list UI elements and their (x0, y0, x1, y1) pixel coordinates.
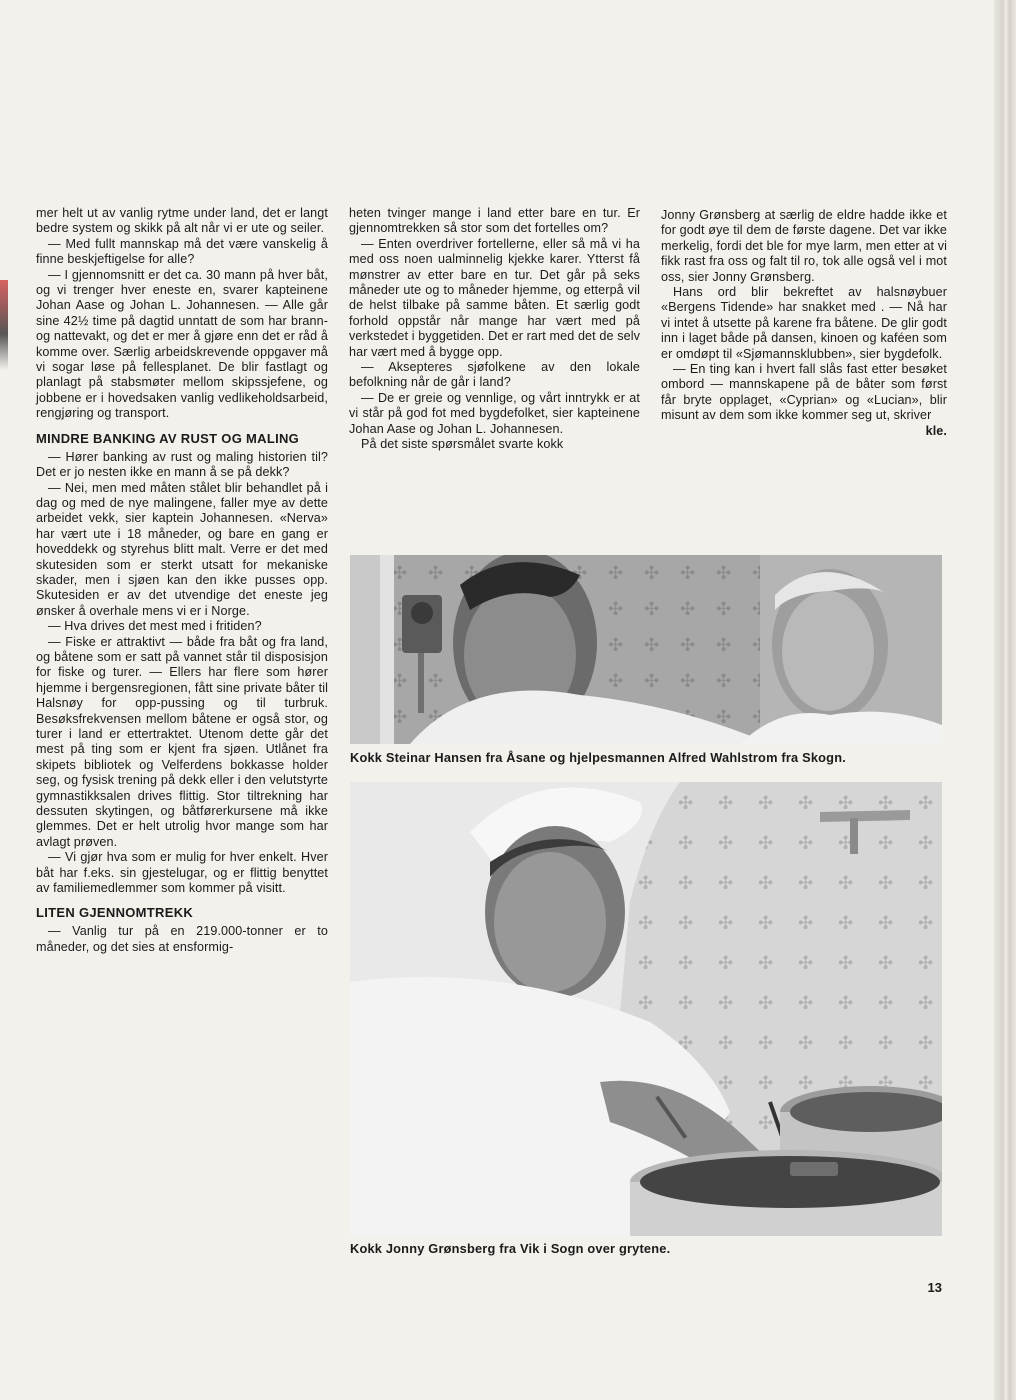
paragraph: — Aksepteres sjøfolkene av den lokale befolkning når de går i land? (349, 360, 640, 390)
author-signature: kle. (925, 423, 947, 438)
paragraph: — Hører banking av rust og maling historien til? Det er jo nesten ikke en mann å se på dekk? (36, 449, 328, 480)
paragraph (661, 362, 947, 438)
paragraph: — Vanlig tur på en 219.000-tonner er to måneder, og det sies at ensformig- (36, 924, 328, 954)
paragraph: heten tvinger mange i land etter bare en tur. Er gjennomtrekken så stor som det fortelles om? (349, 206, 640, 236)
section-heading: LITEN GJENNOMTREKK (36, 905, 194, 921)
paragraph: — Vi gjør hva som er mulig for hver enkelt. Hver båt har f.eks. sin gjestelugar, og er flittig benyttet av familiemedlemmer som kommer på visitt. (36, 850, 328, 896)
paragraph: — Med fullt mannskap må det være vanskelig å finne beskjeftigelse for alle? (36, 236, 328, 267)
paragraph: Jonny Grønsberg at særlig de eldre hadde ikke et for godt øye til dem de første dagene. Det var ikke merkelig, fordi det ble for mye larm, men etter at vi fikk rast fra oss og falt til ro, tok alle også vel i mot oss, sier Jonny Grønsberg. (661, 208, 947, 284)
photo-cook-over-pots-image (350, 782, 942, 1236)
paragraph: På det siste spørsmålet svarte kokk (361, 437, 564, 452)
photo-cook-over-pots (350, 782, 942, 1236)
paragraph: — Nei, men med måten stålet blir behandlet på i dag og med de nye malingene, faller mye av dette arbeidet vekk, sier kaptein Johannesen. «Nerva» har vært ute i 18 måneder, og bare en gang er hoveddekk og styrehus blitt malt. Verre er det med skutesiden som er sterkt utsatt for mekaniske skader, men i sjøen kan den ikke pusses opp. Skutesiden er av det utvendige det eneste jeg ønsker å overhale mens vi er i Norge. (36, 480, 328, 618)
article-column-3 (661, 208, 947, 439)
paragraph: — I gjennomsnitt er det ca. 30 mann på hver båt, og vi trenger hver eneste en, svarer kapteinene Johan Aase og Johan L. Johannesen. — Alle går sine 42½ time på dagtid unntatt de som har brann- og nattevakt, og det er mer å gjøre enn det er råd å komme over. Særlig arbeidskrevende oppgaver må vi sogar løse på fellesplanet. De blir fastlagt og planlagt på stabsmøter mellom skipssjefene, og jobbene er i hovedsaken vanlig vedlikeholdsarbeid, rengjøring og transport. (36, 267, 328, 421)
section-heading: MINDRE BANKING AV RUST OG MALING (36, 430, 300, 446)
paragraph: — Enten overdriver fortellerne, eller så må vi ha med oss noen ualminnelig kjekke karer. Ytterst få mønstrer av etter bare en tur. Det går på seks måneder ute og to måneder hjemme, og etterpå vil de helst tilbake på samme båten. Et særlig godt forhold oppstår når mange har vært med på verkstedet i byggetiden. Det er rart med det de selv har vært med å bygge opp. (349, 236, 640, 359)
paragraph: mer helt ut av vanlig rytme under land, det er langt bedre system og skikk på alt når vi er ute og seiler. (36, 206, 328, 236)
photo-caption: Kokk Jonny Grønsberg fra Vik i Sogn over grytene. (350, 1241, 671, 1256)
page-number: 13 (927, 1280, 942, 1295)
paragraph-text: — En ting kan i hvert fall slås fast etter besøket ombord — mannskapene på de båter som først får bryte opplaget, «Cyprian» og «Lucian», blir misunt av dem som ikke kommer seg ut, skriver (661, 362, 947, 423)
paragraph: Hans ord blir bekreftet av halsnøybuer «Bergens Tidende» har snakket med . — Nå har vi intet å utsette på karene fra båtene. De glir godt inn i laget både på dansen, kinoen og kaféen som er omdøpt til «Sjømannsklubben», sier bygdefolk. (661, 285, 947, 361)
article-column-2 (349, 206, 640, 453)
paragraph: — De er greie og vennlige, og vårt inntrykk er at vi står på god fot med bygdefolket, sier kapteinene Johan Aase og Johan L. Johannesen. (349, 390, 640, 436)
article-column-1 (36, 206, 328, 955)
page-edge (994, 0, 1016, 1400)
paragraph: — Fiske er attraktivt — både fra båt og fra land, og båtene som er satt på vannet står til disposisjon for fiske og turer. — Ellers har flere som hører hjemme i bergensregionen, fått sine private båter til Halsnøy for opp-pussing og til turbruk. Besøksfrekvensen mellom båtene er også stor, og turer i land er ettertraktet. Utenom dette går det mest på ting som er kjent fra sjøen. Utlånet fra skipets bibliotek og Velferdens bokkasse holder seg, og fysisk trening på dekk eller i den velutstyrte gymnastikksalen drives flittig. Stor tiltrekning har dessuten skytingen, og båtførerkursene må ikke glemmes. Det er helt utrolig hvor mange som har avlagt prøven. (36, 634, 328, 849)
margin-mark (0, 280, 8, 370)
photo-two-cooks (350, 555, 942, 744)
paragraph: — Hva drives det mest med i fritiden? (48, 619, 262, 634)
photo-caption: Kokk Steinar Hansen fra Åsane og hjelpesmannen Alfred Wahlstrom fra Skogn. (350, 750, 846, 765)
photo-two-cooks-image (350, 555, 942, 744)
